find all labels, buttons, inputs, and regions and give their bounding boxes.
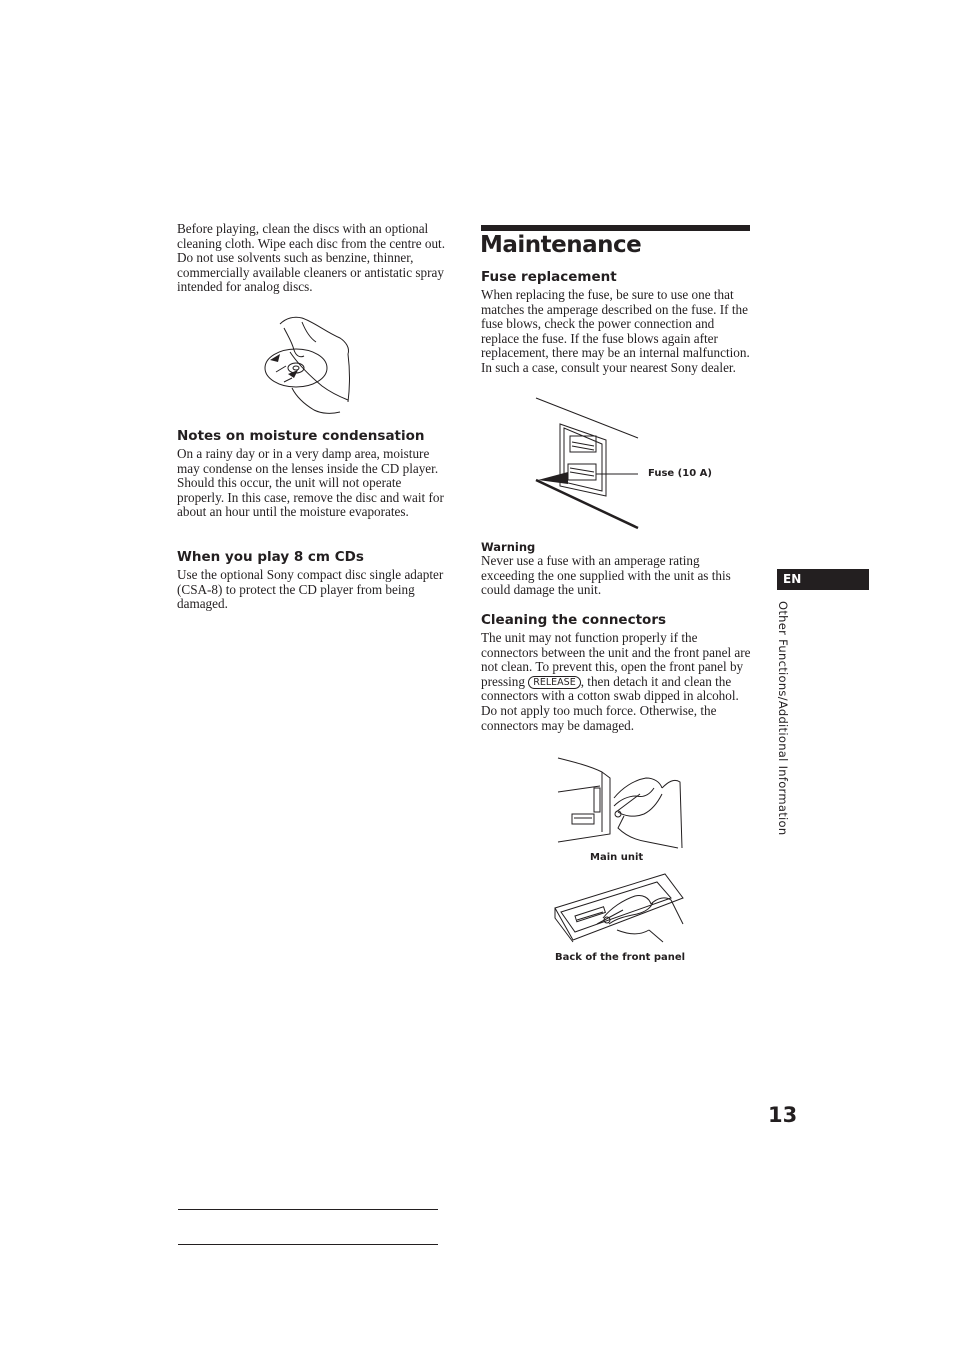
cd8-text: Use the optional Sony compact disc single adapter (CSA-8) to protect the CD player from being damaged. [177,567,444,612]
footer-rule-2 [178,1244,438,1245]
front-panel-illustration [553,868,685,946]
disc-cleaning-illustration [262,312,358,416]
main-unit-illustration [554,752,686,850]
page-number: 13 [768,1103,798,1127]
left-column [177,222,449,295]
connectors-text-part-1: The unit may not function properly if the connectors between the unit and the front panel are not clean. To prevent this, open the front panel by pressing [481,630,751,689]
intro-paragraph-1: Before playing, clean the discs with an optional cleaning cloth. Wipe each disc from the centre out. [177,221,445,251]
title-bar [481,225,750,231]
warning-text: Never use a fuse with an amperage rating exceeding the one supplied with the unit as this could damage the unit. [481,553,731,598]
footer-rule-1 [178,1209,438,1210]
connectors-text-part-2: , then detach it and clean the connectors with a cotton swab dipped in alcohol. Do not apply too much force. Otherwise, the connectors may be damaged. [481,673,739,733]
page-title: Maintenance [480,232,642,258]
moisture-text: On a rainy day or in a very damp area, moisture may condense on the lenses inside the CD player. Should this occur, the unit will not operate properly. In this case, remove the disc and wait for about an hour until the moisture evaporates. [177,446,444,520]
release-button-key: RELEASE [528,676,580,689]
warning-heading: Warning [481,540,536,554]
connectors-text [481,631,753,733]
fuse-text: When replacing the fuse, be sure to use one that matches the amperage described on the fuse. If the fuse blows, check the power connection and replace the fuse. If the fuse blows again after replacement, there may be an internal malfunction. In such a case, consult your nearest Sony dealer. [481,287,750,375]
connectors-heading: Cleaning the connectors [481,612,667,628]
language-tab: EN [777,569,869,590]
section-label: Other Functions/Additional Information [776,601,790,836]
fuse-label: Fuse (10 A) [648,468,712,479]
moisture-heading: Notes on moisture condensation [177,428,425,444]
fuse-heading: Fuse replacement [481,269,617,285]
fuse-illustration [534,396,644,532]
intro-paragraph-2: Do not use solvents such as benzine, thinner, commercially available cleaners or antistatic spray intended for analog discs. [177,250,444,295]
front-panel-caption: Back of the front panel [555,952,686,963]
cd8-heading: When you play 8 cm CDs [177,549,364,565]
main-unit-caption: Main unit [590,852,644,863]
